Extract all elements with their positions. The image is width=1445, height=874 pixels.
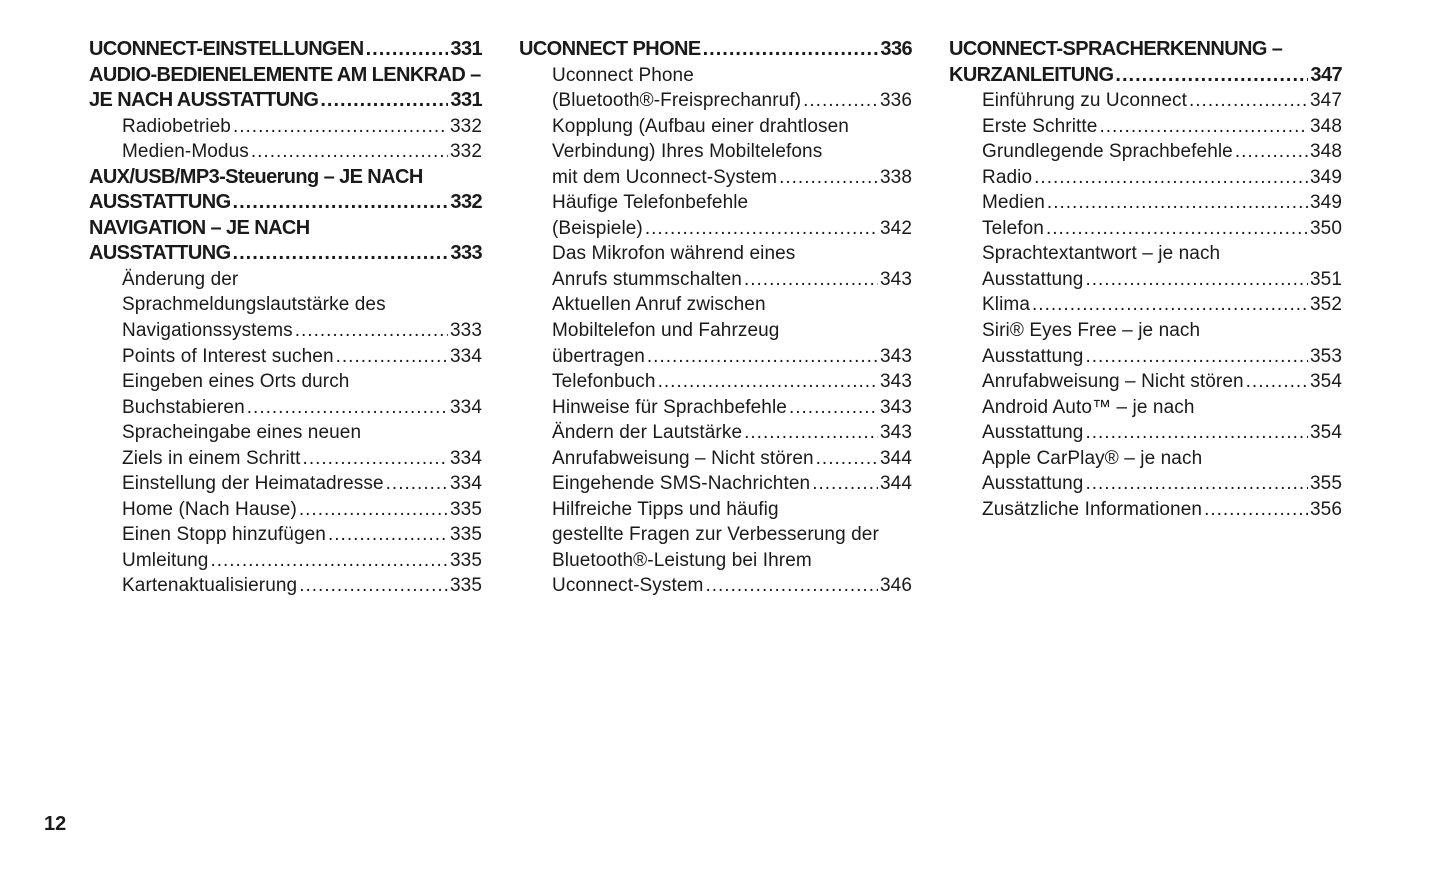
toc-entry	[89, 395, 482, 421]
toc-entry	[949, 497, 1342, 523]
toc-entry	[89, 267, 482, 293]
toc-entry-title: Einführung zu Uconnect	[982, 90, 1187, 112]
toc-entry	[89, 471, 482, 497]
dot-leader	[705, 573, 878, 599]
toc-entry	[519, 471, 912, 497]
toc-entry	[519, 114, 912, 140]
toc-entry	[519, 420, 912, 446]
toc-heading	[89, 63, 482, 89]
toc-entry-title: Telefon	[982, 217, 1044, 239]
toc-entry-title: KURZANLEITUNG	[949, 63, 1114, 86]
toc-entry-title: Radiobetrieb	[122, 115, 231, 137]
toc-entry	[949, 395, 1342, 421]
toc-heading	[519, 37, 912, 63]
toc-page-number: 355	[1309, 473, 1342, 495]
toc-entry	[89, 497, 482, 523]
toc-entry	[89, 446, 482, 472]
dot-leader	[299, 497, 448, 523]
toc-page-number: 346	[879, 575, 912, 597]
toc-entry-title: AUSSTATTUNG	[89, 242, 231, 265]
toc-entry	[949, 114, 1342, 140]
toc-page-number: 343	[879, 268, 912, 290]
toc-page-number: 338	[879, 166, 912, 188]
toc-entry	[519, 267, 912, 293]
dot-leader	[299, 573, 448, 599]
dot-leader	[210, 548, 448, 574]
toc-page-number: 344	[879, 473, 912, 495]
toc-entry-title: Apple CarPlay® – je nach	[982, 447, 1203, 469]
toc-entry-title: Home (Nach Hause)	[122, 498, 297, 520]
toc-entry-title: Uconnect-System	[552, 575, 704, 597]
toc-entry-title: Mobiltelefon und Fahrzeug	[552, 320, 780, 342]
toc-entry-title: Ausstattung	[982, 422, 1084, 444]
toc-page-number: 334	[449, 447, 482, 469]
toc-entry	[519, 522, 912, 548]
dot-leader	[1115, 63, 1308, 89]
dot-leader	[1085, 471, 1308, 497]
dot-leader	[1046, 216, 1308, 242]
toc-entry-title: Eingeben eines Orts durch	[122, 371, 350, 393]
toc-column-1	[89, 37, 482, 599]
dot-leader	[647, 344, 878, 370]
toc-entry-title: Anrufabweisung – Nicht stören	[552, 447, 814, 469]
toc-entry-title: Eingehende SMS-Nachrichten	[552, 473, 811, 495]
toc-page-number: 334	[449, 345, 482, 367]
toc-entry-title: Grundlegende Sprachbefehle	[982, 141, 1233, 163]
dot-leader	[816, 446, 878, 472]
toc-entry	[519, 190, 912, 216]
dot-leader	[1246, 369, 1308, 395]
toc-entry	[949, 267, 1342, 293]
toc-entry	[519, 395, 912, 421]
toc-page-number: 331	[450, 38, 482, 60]
toc-entry	[89, 292, 482, 318]
dot-leader	[1032, 292, 1308, 318]
toc-entry-title: Medien	[982, 192, 1045, 214]
toc-entry	[519, 369, 912, 395]
toc-page-number: 356	[1309, 498, 1342, 520]
dot-leader	[658, 369, 878, 395]
toc-entry-title: Anrufabweisung – Nicht stören	[982, 371, 1244, 393]
dot-leader	[303, 446, 448, 472]
toc-entry-title: Radio	[982, 166, 1033, 188]
toc-entry-title: Ziels in einem Schritt	[122, 447, 301, 469]
toc-page-number: 343	[879, 345, 912, 367]
dot-leader	[233, 114, 448, 140]
toc-column-2	[519, 37, 912, 599]
toc-entry-title: Sprachtextantwort – je nach	[982, 243, 1221, 265]
dot-leader	[812, 471, 878, 497]
toc-entry-title: NAVIGATION – JE NACH	[89, 216, 310, 239]
toc-page-number: 334	[449, 473, 482, 495]
toc-entry	[949, 292, 1342, 318]
toc-page-number: 348	[1309, 141, 1342, 163]
toc-entry	[89, 139, 482, 165]
toc-entry-title: UCONNECT-SPRACHERKENNUNG –	[949, 38, 1283, 60]
toc-entry-title: UCONNECT-EINSTELLUNGEN	[89, 38, 364, 60]
toc-entry	[519, 446, 912, 472]
toc-entry-title: (Beispiele)	[552, 217, 643, 239]
toc-entry-title: Bluetooth®-Leistung bei Ihrem	[552, 549, 812, 571]
toc-entry	[949, 471, 1342, 497]
dot-leader	[386, 471, 448, 497]
toc-page-number: 349	[1309, 192, 1342, 214]
toc-entry	[949, 446, 1342, 472]
toc-entry-title: Hilfreiche Tipps und häufig	[552, 498, 779, 520]
toc-entry	[89, 318, 482, 344]
toc-page-number: 354	[1309, 422, 1342, 444]
toc-entry-title: Umleitung	[122, 549, 209, 571]
dot-leader	[703, 37, 879, 63]
toc-entry-title: Einstellung der Heimatadresse	[122, 473, 384, 495]
toc-page-number: 335	[449, 524, 482, 546]
dot-leader	[233, 241, 449, 267]
toc-heading	[89, 88, 482, 114]
toc-page-number: 333	[450, 242, 482, 265]
dot-leader	[320, 88, 448, 114]
dot-leader	[1189, 88, 1308, 114]
toc-entry	[949, 165, 1342, 191]
toc-page-number: 343	[879, 422, 912, 444]
toc-page-number: 342	[879, 217, 912, 239]
toc-entry-title: Kopplung (Aufbau einer drahtlosen	[552, 115, 849, 137]
toc-entry	[89, 548, 482, 574]
toc-entry-title: übertragen	[552, 345, 645, 367]
dot-leader	[233, 190, 449, 216]
toc-entry-title: Buchstabieren	[122, 396, 245, 418]
toc-entry	[949, 139, 1342, 165]
toc-entry-title: Navigationssystems	[122, 320, 293, 342]
dot-leader	[789, 395, 878, 421]
toc-entry	[519, 344, 912, 370]
toc-entry	[519, 318, 912, 344]
toc-page-number: 336	[880, 38, 912, 60]
dot-leader	[1034, 165, 1308, 191]
toc-page-number: 343	[879, 396, 912, 418]
toc-entry	[89, 114, 482, 140]
toc-page-number: 332	[449, 115, 482, 137]
dot-leader	[645, 216, 878, 242]
dot-leader	[295, 318, 448, 344]
toc-heading	[89, 190, 482, 216]
toc-page-number: 347	[1309, 90, 1342, 112]
toc-heading	[949, 37, 1342, 63]
toc-entry	[519, 573, 912, 599]
toc-entry	[519, 497, 912, 523]
toc-entry-title: Das Mikrofon während eines	[552, 243, 796, 265]
dot-leader	[251, 139, 448, 165]
toc-heading	[89, 37, 482, 63]
dot-leader	[1204, 497, 1308, 523]
dot-leader	[803, 88, 878, 114]
toc-page-number: 335	[449, 498, 482, 520]
toc-heading	[89, 241, 482, 267]
dot-leader	[1085, 420, 1308, 446]
toc-entry-title: AUDIO-BEDIENELEMENTE AM LENKRAD –	[89, 63, 481, 86]
toc-page-number: 351	[1309, 268, 1342, 290]
dot-leader	[1085, 344, 1308, 370]
toc-entry	[949, 318, 1342, 344]
toc-page-number: 344	[879, 447, 912, 469]
toc-heading	[949, 63, 1342, 89]
toc-page-number: 353	[1309, 345, 1342, 367]
toc-entry	[89, 344, 482, 370]
toc-entry-title: Häufige Telefonbefehle	[552, 192, 749, 214]
dot-leader	[328, 522, 448, 548]
toc-page-number: 336	[879, 90, 912, 112]
toc-entry	[89, 369, 482, 395]
toc-page-number: 331	[450, 89, 482, 112]
toc-entry-title: gestellte Fragen zur Verbesserung der	[552, 524, 879, 546]
toc-entry	[519, 548, 912, 574]
toc-entry-title: (Bluetooth®-Freisprechanruf)	[552, 90, 802, 112]
toc-entry-title: Points of Interest suchen	[122, 345, 334, 367]
toc-page-number: 347	[1310, 63, 1342, 86]
toc-page-number: 352	[1309, 294, 1342, 316]
toc-entry-title: Hinweise für Sprachbefehle	[552, 396, 787, 418]
toc-entry	[519, 241, 912, 267]
toc-entry	[519, 63, 912, 89]
toc-entry-title: Erste Schritte	[982, 115, 1098, 137]
toc-page-number: 349	[1309, 166, 1342, 188]
toc-entry-title: Ausstattung	[982, 345, 1084, 367]
toc-entry	[89, 573, 482, 599]
toc-entry	[949, 216, 1342, 242]
dot-leader	[744, 267, 878, 293]
toc-page-number: 354	[1309, 371, 1342, 393]
toc-entry	[949, 241, 1342, 267]
toc-entry-title: Sprachmeldungslautstärke des	[122, 294, 386, 316]
toc-page-number: 335	[449, 549, 482, 571]
toc-entry	[949, 190, 1342, 216]
toc-entry	[519, 165, 912, 191]
dot-leader	[779, 165, 878, 191]
toc-entry-title: Aktuellen Anruf zwischen	[552, 294, 766, 316]
dot-leader	[247, 395, 448, 421]
dot-leader	[1235, 139, 1308, 165]
toc-entry-title: Telefonbuch	[552, 371, 656, 393]
toc-page-number: 332	[449, 141, 482, 163]
toc-entry	[89, 522, 482, 548]
toc-entry-title: Medien-Modus	[122, 141, 249, 163]
toc-entry-title: Kartenaktualisierung	[122, 575, 298, 597]
toc-entry	[519, 216, 912, 242]
toc-entry-title: Einen Stopp hinzufügen	[122, 524, 326, 546]
dot-leader	[1085, 267, 1308, 293]
toc-entry	[519, 292, 912, 318]
toc-entry-title: Uconnect Phone	[552, 64, 694, 86]
page-number: 12	[44, 813, 67, 835]
dot-leader	[366, 37, 449, 63]
dot-leader	[744, 420, 878, 446]
toc-entry	[949, 344, 1342, 370]
toc-entry-title: Android Auto™ – je nach	[982, 396, 1195, 418]
toc-entry-title: Klima	[982, 294, 1031, 316]
toc-entry	[519, 139, 912, 165]
toc-entry-title: JE NACH AUSSTATTUNG	[89, 89, 319, 112]
toc-entry-title: Verbindung) Ihres Mobiltelefons	[552, 141, 823, 163]
toc-entry-title: Anrufs stummschalten	[552, 268, 742, 290]
toc-entry	[949, 420, 1342, 446]
toc-entry	[519, 88, 912, 114]
toc-entry-title: Ausstattung	[982, 268, 1084, 290]
toc-page-number: 334	[449, 396, 482, 418]
toc-entry	[949, 369, 1342, 395]
toc-page-number: 343	[879, 371, 912, 393]
toc-heading	[89, 165, 482, 191]
toc-entry-title: Änderung der	[122, 268, 239, 290]
toc-entry-title: mit dem Uconnect-System	[552, 166, 778, 188]
toc-entry-title: Siri® Eyes Free – je nach	[982, 320, 1201, 342]
toc-entry-title: Spracheingabe eines neuen	[122, 422, 362, 444]
toc-entry-title: UCONNECT PHONE	[519, 38, 701, 60]
toc-entry-title: AUSSTATTUNG	[89, 191, 231, 214]
toc-page-number: 348	[1309, 115, 1342, 137]
toc-page-number: 350	[1309, 217, 1342, 239]
dot-leader	[1047, 190, 1308, 216]
toc-entry	[89, 420, 482, 446]
dot-leader	[1099, 114, 1308, 140]
toc-column-3	[949, 37, 1342, 522]
toc-entry-title: Ändern der Lautstärke	[552, 422, 743, 444]
toc-entry-title: AUX/USB/MP3-Steuerung – JE NACH	[89, 165, 423, 188]
toc-entry	[949, 88, 1342, 114]
toc-page-number: 332	[450, 191, 482, 214]
toc-entry-title: Ausstattung	[982, 473, 1084, 495]
toc-page-number: 335	[449, 575, 482, 597]
toc-heading	[89, 216, 482, 242]
toc-entry-title: Zusätzliche Informationen	[982, 498, 1203, 520]
toc-page-number: 333	[449, 320, 482, 342]
dot-leader	[336, 344, 448, 370]
